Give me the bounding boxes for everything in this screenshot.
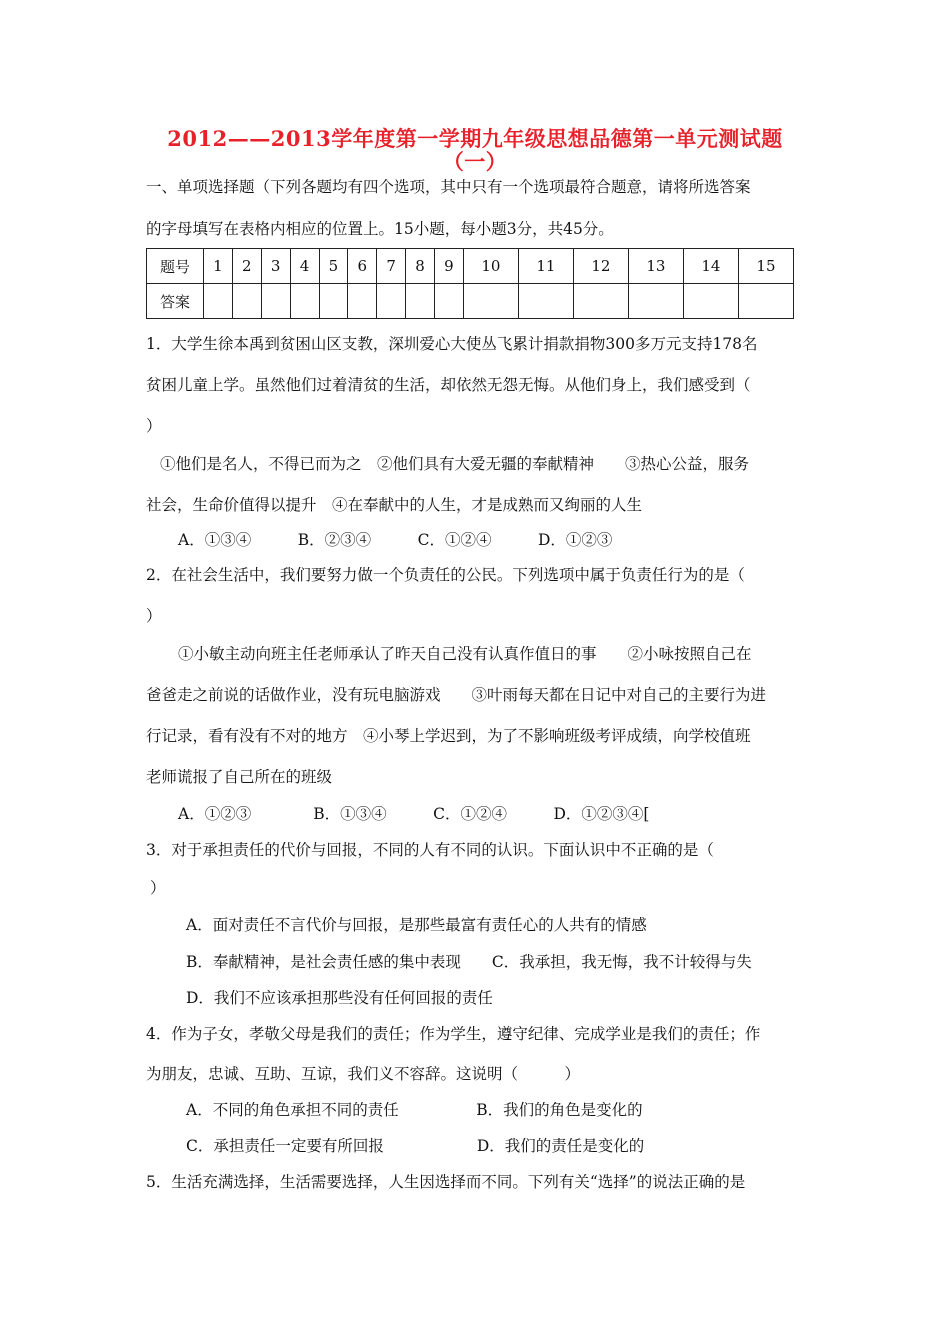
answer-cell[interactable] [261, 284, 290, 319]
question-number-cell: 1 [204, 249, 233, 284]
table-header-number: 题号 [147, 249, 204, 284]
question-4-option-cd: C．承担责任一定要有所回报 D．我们的责任是变化的 [186, 1137, 645, 1155]
question-5-line-1: 5．生活充满选择，生活需要选择，人生因选择而不同。下列有关“选择”的说法正确的是 [146, 1173, 746, 1191]
question-1-line-5: 社会，生命价值得以提升 ④在奉献中的人生，才是成熟而又绚丽的人生 [146, 496, 643, 514]
question-number-cell: 8 [406, 249, 435, 284]
question-number-cell: 14 [683, 249, 738, 284]
question-number-cell: 2 [232, 249, 261, 284]
answer-table-number-row [147, 249, 794, 284]
answer-table-answer-row [147, 284, 794, 319]
question-1-options: A．①③④ B．②③④ C．①②④ D．①②③ [178, 531, 613, 549]
question-number-cell: 11 [518, 249, 573, 284]
answer-cell[interactable] [435, 284, 464, 319]
section-instructions-line-2: 的字母填写在表格内相应的位置上。15小题，每小题3分，共45分。 [146, 220, 614, 238]
question-3-line-2: ） [150, 879, 166, 897]
table-header-answer: 答案 [147, 284, 204, 319]
question-1-line-2: 贫困儿童上学。虽然他们过着清贫的生活，却依然无怨无悔。从他们身上，我们感受到（ [146, 376, 751, 394]
question-2-line-4: 爸爸走之前说的话做作业，没有玩电脑游戏 ③叶雨每天都在日记中对自己的主要行为进 [146, 686, 767, 704]
question-1-line-4: ①他们是名人，不得已而为之 ②他们具有大爱无疆的奉献精神 ③热心公益，服务 [160, 455, 750, 473]
question-2-line-6: 老师谎报了自己所在的班级 [146, 768, 333, 786]
question-number-cell: 5 [319, 249, 348, 284]
page-subtitle: （一） [442, 149, 508, 174]
question-2-options: A．①②③ B．①③④ C．①②④ D．①②③④[ [178, 805, 650, 823]
answer-cell[interactable] [628, 284, 683, 319]
question-number-cell: 10 [463, 249, 518, 284]
question-number-cell: 6 [348, 249, 377, 284]
answer-cell[interactable] [348, 284, 377, 319]
answer-cell[interactable] [738, 284, 793, 319]
question-number-cell: 12 [573, 249, 628, 284]
question-number-cell: 13 [628, 249, 683, 284]
page-title: 2012——2013学年度第一学期九年级思想品德第一单元测试题 [167, 126, 783, 151]
answer-cell[interactable] [377, 284, 406, 319]
question-1-line-3: ） [146, 417, 162, 435]
question-2-line-1: 2．在社会生活中，我们要努力做一个负责任的公民。下列选项中属于负责任行为的是（ [146, 566, 745, 584]
question-number-cell: 3 [261, 249, 290, 284]
question-3-option-d: D．我们不应该承担那些没有任何回报的责任 [186, 989, 493, 1007]
question-number-cell: 15 [738, 249, 793, 284]
question-2-line-5: 行记录，看有没有不对的地方 ④小琴上学迟到，为了不影响班级考评成绩，向学校值班 [146, 727, 751, 745]
answer-cell[interactable] [319, 284, 348, 319]
question-number-cell: 7 [377, 249, 406, 284]
question-1-line-1: 1．大学生徐本禹到贫困山区支教，深圳爱心大使丛飞累计捐款捐物300多万元支持178名 [146, 335, 758, 353]
question-number-cell: 4 [290, 249, 319, 284]
answer-cell[interactable] [290, 284, 319, 319]
question-2-line-3: ①小敏主动向班主任老师承认了昨天自己没有认真作值日的事 ②小咏按照自己在 [178, 645, 752, 663]
section-instructions-line-1: 一、单项选择题（下列各题均有四个选项，其中只有一个选项最符合题意，请将所选答案 [146, 178, 751, 196]
answer-cell[interactable] [204, 284, 233, 319]
answer-cell[interactable] [573, 284, 628, 319]
question-3-line-1: 3．对于承担责任的代价与回报，不同的人有不同的认识。下面认识中不正确的是（ [146, 841, 714, 859]
question-2-line-2: ） [146, 607, 162, 625]
answer-table [146, 248, 794, 319]
answer-cell[interactable] [463, 284, 518, 319]
answer-cell[interactable] [232, 284, 261, 319]
answer-cell[interactable] [406, 284, 435, 319]
question-3-option-a: A．面对责任不言代价与回报，是那些最富有责任心的人共有的情感 [186, 916, 647, 934]
question-4-option-ab: A．不同的角色承担不同的责任 B．我们的角色是变化的 [186, 1101, 643, 1119]
question-4-line-2: 为朋友，忠诚、互助、互谅，我们义不容辞。这说明（ ） [146, 1065, 581, 1083]
question-4-line-1: 4．作为子女，孝敬父母是我们的责任；作为学生，遵守纪律、完成学业是我们的责任；作 [146, 1025, 761, 1043]
question-number-cell: 9 [435, 249, 464, 284]
question-3-option-bc: B．奉献精神，是社会责任感的集中表现 C．我承担，我无悔，我不计较得与失 [186, 953, 752, 971]
answer-cell[interactable] [683, 284, 738, 319]
answer-cell[interactable] [518, 284, 573, 319]
